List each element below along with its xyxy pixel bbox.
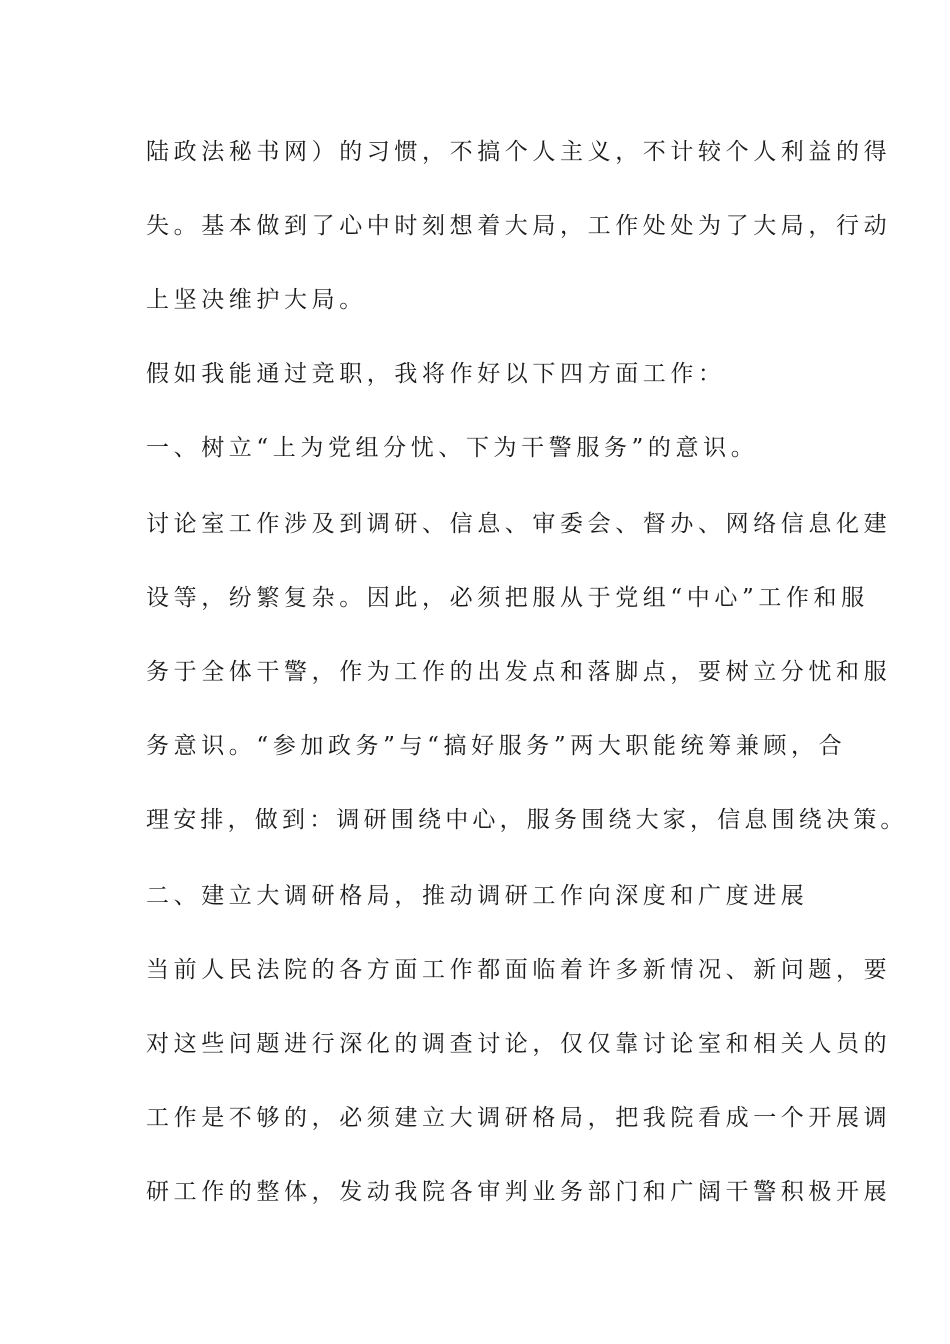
text-line-4: 假如我能通过竞职，我将作好以下四方面工作：: [146, 361, 726, 387]
text-line-14: 工作是不够的，必须建立大调研格局，把我院看成一个开展调: [146, 1105, 892, 1131]
text-line-12: 当前人民法院的各方面工作都面临着许多新情况、新问题，要: [146, 957, 892, 983]
text-line-7: 设等，纷繁复杂。因此，必须把服从于党组“中心”工作和服: [146, 585, 869, 611]
text-line-3: 上坚决维护大局。: [146, 287, 367, 313]
text-line-1: 陆政法秘书网）的习惯，不搞个人主义，不计较个人利益的得: [146, 139, 892, 165]
text-line-11: 二、建立大调研格局，推动调研工作向深度和广度进展: [146, 883, 809, 909]
text-line-5: 一、树立“上为党组分忧、下为干警服务”的意识。: [146, 435, 759, 461]
text-line-9: 务意识。“参加政务”与“搞好服务”两大职能统筹兼顾，合: [146, 733, 847, 759]
text-line-15: 研工作的整体，发动我院各审判业务部门和广阔干警积极开展: [146, 1179, 892, 1205]
text-line-13: 对这些问题进行深化的调查讨论，仅仅靠讨论室和相关人员的: [146, 1031, 892, 1057]
text-line-10: 理安排，做到：调研围绕中心，服务围绕大家，信息围绕决策。: [146, 807, 908, 833]
text-line-2: 失。基本做到了心中时刻想着大局，工作处处为了大局，行动: [146, 213, 892, 239]
text-line-8: 务于全体干警，作为工作的出发点和落脚点，要树立分忧和服: [146, 659, 892, 685]
text-line-6: 讨论室工作涉及到调研、信息、审委会、督办、网络信息化建: [146, 511, 892, 537]
